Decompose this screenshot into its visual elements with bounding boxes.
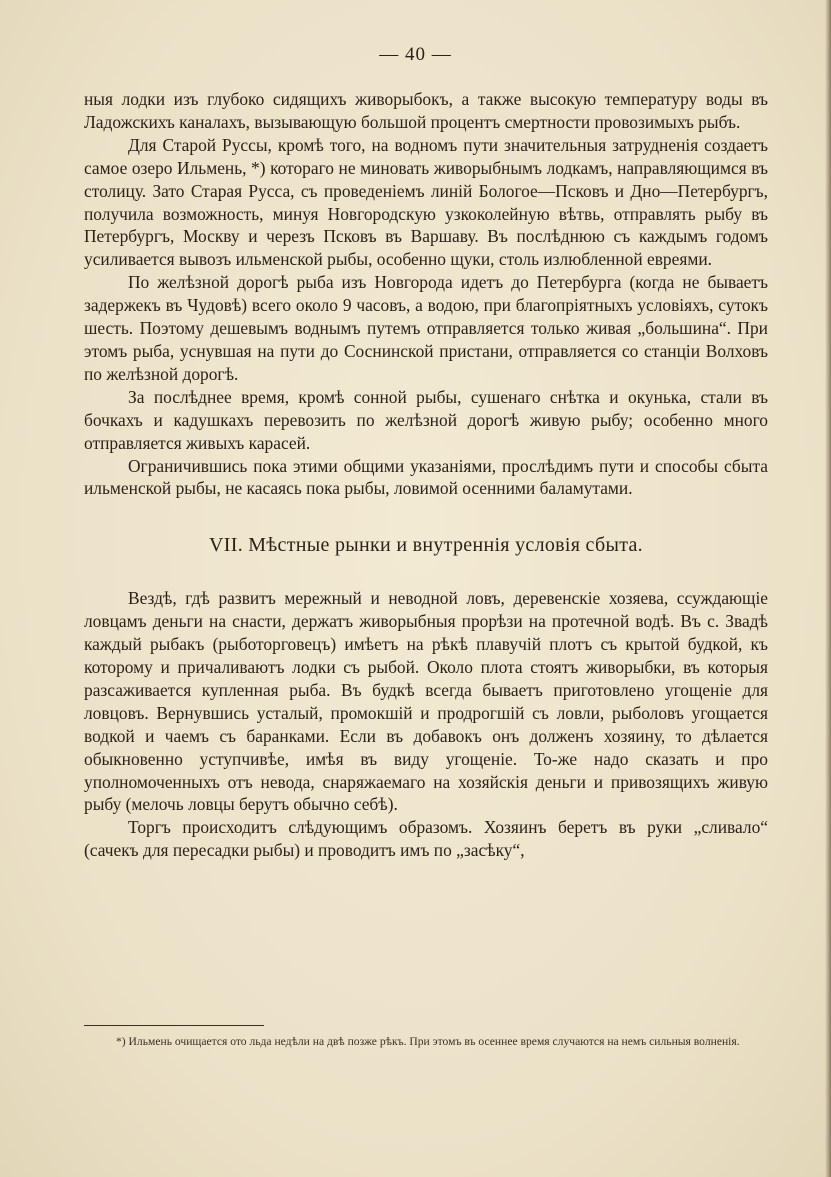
paragraph-summary: Ограничившись пока этими общими указаніями, прослѣдимъ пути и способы сбыта ильменской рыбы, не касаясь пока рыбы, ловимой осенними баламутами. — [84, 455, 768, 499]
paragraph-trade: Торгъ происходитъ слѣдующимъ образомъ. Хозяинъ беретъ въ руки „сливало“ (сачекъ для пересадки рыбы) и проводитъ имъ по „засѣку“, — [84, 817, 768, 861]
page-body — [84, 88, 768, 862]
page-edge-shadow — [825, 0, 831, 1177]
paragraph-continuation: ныя лодки изъ глубоко сидящихъ живорыбокъ, а также высокую температуру воды въ Ладожскихъ каналахъ, вызывающую большой процентъ смертности провозимыхъ рыбъ. — [84, 89, 768, 132]
paragraph-local-markets: Вездѣ, гдѣ развитъ мережный и неводной ловъ, деревенскіе хозяева, ссуждающіе ловцамъ деньги на снасти, держатъ живорыбныя прорѣзи на протечной водѣ. Въ с. Звадѣ каждый рыбакъ (рыботорговецъ) имѣетъ на рѣкѣ плавучій плотъ съ крытой будкой, къ которому и причаливаютъ лодки съ рыбой. Около плота стоятъ живорыбки, въ которыя разсаживается купленная рыба. Въ будкѣ всегда бываетъ приготовлено угощеніе для ловцовъ. Вернувшись усталый, промокшій и продрогшій съ ловли, рыболовъ угощается водкой и чаемъ съ баранками. Если въ добавокъ онъ долженъ хозяину, то дѣлается обыкновенно уступчивѣе, имѣя въ виду угощеніе. То-же надо сказать и про уполномоченныхъ отъ невода, снаряжаемаго на хозяйскія деньги и привозящихъ живую рыбу (мелочь ловцы берутъ обычно себѣ). — [84, 588, 768, 815]
paragraph-staraya-russa: Для Старой Руссы, кромѣ того, на водномъ пути значительныя затрудненія создаетъ самое озеро Ильмень, *) котораго не миновать живорыбнымъ лодкамъ, направляющимся въ столицу. Зато Старая Русса, съ проведеніемъ линій Бологое—Псковъ и Дно—Петербургъ, получила возможность, минуя Новгородскую узкоколейную вѣтвь, отправлять рыбу въ Петербургъ, Москву и черезъ Псковъ въ Варшаву. Въ послѣднюю съ каждымъ годомъ усиливается вывозъ ильменской рыбы, особенно щуки, столь излюбленной евреями. — [84, 134, 768, 270]
paragraph-recent-transport: За послѣднее время, кромѣ сонной рыбы, сушенаго снѣтка и окунька, стали въ бочкахъ и кадушкахъ перевозить по желѣзной дорогѣ живую рыбу; особенно много отправляется живыхъ карасей. — [84, 386, 768, 453]
section-heading: VII. Мѣстные рынки и внутреннія условія сбыта. — [209, 534, 643, 557]
page-number: — 40 — — [379, 44, 452, 65]
footnote-divider — [84, 1025, 264, 1026]
footnote: *) Ильмень очищается ото льда недѣли на двѣ позже рѣкъ. При этомъ въ осеннее время случаются на немъ сильныя волненія. — [116, 1035, 740, 1048]
paragraph-railway: По желѣзной дорогѣ рыба изъ Новгорода идетъ до Петербурга (когда не бываетъ задержекъ въ Чудовѣ) всего около 9 часовъ, а водою, при благопріятныхъ условіяхъ, сутокъ шесть. Поэтому дешевымъ воднымъ путемъ отправляется только живая „большина“. При этомъ рыба, уснувшая на пути до Соснинской пристани, отправляется со станціи Волховъ по желѣзной дорогѣ. — [84, 272, 768, 384]
